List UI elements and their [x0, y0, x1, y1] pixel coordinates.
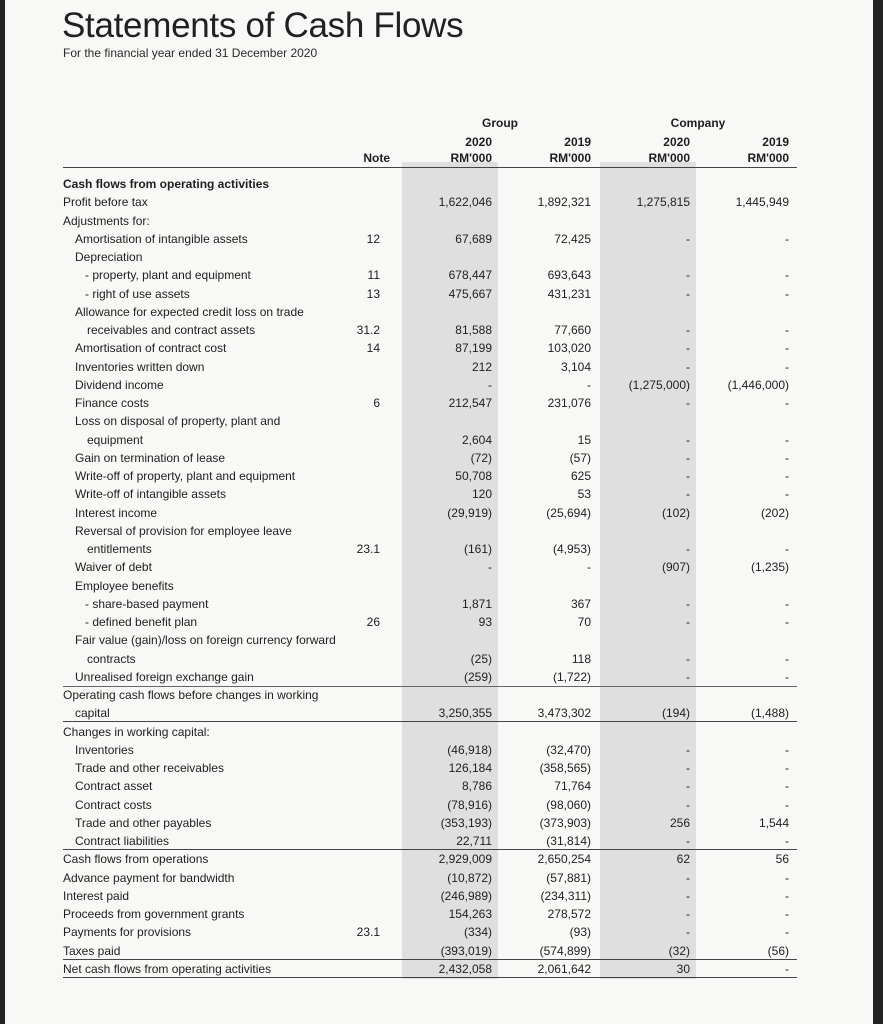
group-2020-value: (72) — [470, 450, 492, 465]
row-label: Employee benefits — [75, 578, 174, 593]
group-2020-value: - — [488, 377, 492, 392]
company-2019-value: - — [785, 651, 789, 666]
company-2019-value: (1,488) — [750, 706, 789, 721]
company-2019-value: - — [785, 961, 789, 976]
table-row — [5, 613, 873, 631]
group-2020-value: 67,689 — [455, 231, 492, 246]
row-label: Finance costs — [75, 396, 150, 410]
group-2020-value: 3,250,355 — [438, 706, 492, 721]
group-2020-value: 22,711 — [456, 834, 492, 848]
table-row — [5, 942, 873, 960]
company-2019-value: 1,544 — [758, 815, 789, 830]
row-label: Gain on termination of lease — [75, 450, 226, 465]
row-label: Cash flows from operating activities — [63, 177, 270, 191]
company-2019-value: - — [785, 761, 789, 775]
company-2019-value: - — [785, 779, 789, 794]
company-2020-value: - — [686, 797, 690, 812]
company-2020-value: (194) — [661, 706, 690, 721]
company-2019-value: (1,446,000) — [727, 377, 789, 392]
row-label: equipment — [87, 432, 144, 447]
company-2020-value: - — [686, 469, 690, 483]
group-2020-unit: RM'000 — [450, 151, 492, 165]
row-label: Payments for provisions — [63, 925, 192, 940]
row-label: Operating cash flows before changes in working — [63, 688, 319, 702]
table-row — [5, 577, 873, 595]
company-2019-value: - — [785, 323, 789, 337]
company-2020-value: - — [686, 542, 690, 556]
table-row — [5, 485, 873, 503]
table-row — [5, 796, 873, 814]
company-2020-value: 62 — [676, 852, 690, 867]
group-2019-value: (358,565) — [539, 761, 591, 775]
group-2019-value: 3,473,302 — [537, 706, 591, 721]
table-row — [5, 923, 873, 941]
company-2020-value: - — [686, 487, 690, 502]
company-2019-value: - — [785, 907, 789, 921]
group-2019-value: 118 — [571, 651, 591, 666]
table-row — [5, 960, 873, 978]
group-2020-value: (25) — [470, 651, 492, 666]
company-2020-value: (32) — [668, 943, 690, 958]
group-2019-value: 15 — [577, 432, 591, 447]
group-2020-value: 1,871 — [461, 596, 492, 611]
group-2019-value: (57,881) — [546, 870, 591, 885]
company-2020-value: - — [686, 396, 690, 410]
group-2020-value: 2,432,058 — [438, 961, 492, 976]
table-row — [5, 741, 873, 759]
group-2019-value: (1,722) — [552, 669, 591, 684]
row-label: - defined benefit plan — [85, 615, 198, 629]
row-label: Profit before tax — [63, 195, 148, 210]
company-header: Company — [670, 116, 726, 130]
group-2020-value: (161) — [463, 542, 492, 556]
company-2020-value: (907) — [661, 560, 690, 575]
row-note: 11 — [367, 268, 380, 283]
company-2019-value: - — [785, 542, 789, 556]
company-2019-value: - — [785, 341, 789, 356]
group-2020-value: (393,019) — [440, 943, 492, 958]
group-2019-value: 77,660 — [554, 323, 591, 337]
company-2019-value: 56 — [775, 852, 789, 867]
row-label: Contract liabilities — [75, 834, 170, 848]
row-label: Inventories written down — [75, 359, 205, 374]
company-2019-year: 2019 — [762, 135, 789, 149]
company-2020-value: 30 — [676, 961, 690, 976]
company-2019-value: - — [785, 669, 789, 684]
group-2020-value: 1,622,046 — [438, 195, 492, 210]
table-row — [5, 540, 873, 558]
group-header: Group — [482, 116, 518, 130]
company-2020-value: - — [686, 742, 690, 757]
company-2020-value: 256 — [669, 815, 690, 830]
table-row — [5, 905, 873, 923]
table-row — [5, 266, 873, 284]
group-2019-unit: RM'000 — [549, 151, 591, 165]
table-row — [5, 175, 873, 193]
group-2019-value: 693,643 — [547, 268, 591, 283]
table-row — [5, 558, 873, 576]
company-2019-value: - — [785, 469, 789, 483]
company-2020-value: 1,275,815 — [636, 195, 690, 210]
group-2019-value: 53 — [577, 487, 591, 502]
company-2020-value: - — [686, 669, 690, 684]
company-2020-value: - — [686, 596, 690, 611]
company-2020-value: - — [686, 359, 690, 374]
company-2019-value: - — [785, 870, 789, 885]
group-2020-value: (246,989) — [440, 888, 492, 903]
page-subtitle: For the financial year ended 31 December 2020 — [63, 46, 318, 60]
row-label: contracts — [87, 651, 136, 666]
company-2020-value: - — [686, 834, 690, 848]
group-2020-value: 212,547 — [448, 396, 492, 410]
company-2019-value: - — [785, 231, 789, 246]
row-label: Fair value (gain)/loss on foreign currency forward — [75, 633, 336, 648]
company-2020-value: - — [686, 268, 690, 283]
row-label: Contract asset — [75, 779, 153, 794]
table-row — [5, 704, 873, 722]
group-2019-value: (32,470) — [546, 742, 591, 757]
table-row — [5, 668, 873, 686]
group-2020-value: (78,916) — [447, 797, 492, 812]
group-2020-value: 126,184 — [448, 761, 492, 775]
company-2020-value: - — [686, 615, 690, 629]
row-label: entitlements — [87, 542, 152, 556]
group-2020-value: (259) — [463, 669, 492, 684]
company-2019-value: - — [785, 925, 789, 940]
row-label: Depreciation — [75, 250, 143, 264]
table-row — [5, 869, 873, 887]
group-2019-value: 625 — [570, 469, 591, 483]
group-2019-value: 278,572 — [547, 907, 591, 921]
group-2020-value: (46,918) — [447, 742, 492, 757]
group-2020-value: 2,604 — [461, 432, 492, 447]
row-label: Trade and other receivables — [75, 761, 224, 775]
group-2019-value: (574,899) — [539, 943, 591, 958]
row-label: - share-based payment — [85, 596, 209, 611]
company-2019-unit: RM'000 — [747, 151, 789, 165]
table-row — [5, 230, 873, 248]
row-label: Write-off of intangible assets — [75, 487, 226, 502]
company-2020-value: - — [686, 450, 690, 465]
company-2020-year: 2020 — [663, 135, 690, 149]
table-row — [5, 321, 873, 339]
group-2020-value: 154,263 — [448, 907, 492, 921]
group-2019-value: (234,311) — [540, 888, 591, 903]
group-2019-value: - — [587, 377, 591, 392]
row-label: Amortisation of contract cost — [75, 341, 227, 356]
row-label: capital — [75, 706, 110, 721]
row-label: Amortisation of intangible assets — [75, 231, 248, 246]
row-label: Interest income — [75, 505, 158, 520]
group-2019-value: 3,104 — [560, 359, 591, 374]
row-note: 26 — [366, 615, 380, 629]
row-note: 31.2 — [356, 323, 380, 337]
company-2020-value: - — [686, 925, 690, 940]
row-label: Cash flows from operations — [63, 852, 209, 867]
group-2020-value: 2,929,009 — [438, 852, 492, 867]
group-2020-value: 212 — [471, 359, 492, 374]
company-2019-value: - — [785, 596, 789, 611]
table-row — [5, 431, 873, 449]
company-2020-value: - — [686, 761, 690, 775]
row-note: 23.1 — [356, 925, 380, 940]
table-row — [5, 631, 873, 649]
row-label: Changes in working capital: — [63, 724, 210, 739]
row-label: Interest paid — [63, 888, 130, 903]
row-label: Trade and other payables — [75, 815, 212, 830]
company-2020-value: - — [686, 341, 690, 356]
group-2019-value: 72,425 — [554, 231, 591, 246]
row-label: Reversal of provision for employee leave — [75, 523, 292, 538]
table-row — [5, 449, 873, 467]
table-row — [5, 723, 873, 741]
document-page — [5, 0, 873, 1024]
table-row — [5, 412, 873, 430]
group-2019-value: (25,694) — [546, 505, 591, 520]
company-2019-value: - — [785, 396, 789, 410]
row-note: 14 — [366, 341, 380, 356]
company-2019-value: - — [785, 742, 789, 757]
company-2020-value: - — [686, 870, 690, 885]
company-2019-value: (1,235) — [750, 560, 789, 575]
group-2019-value: 70 — [577, 615, 591, 629]
table-row — [5, 376, 873, 394]
group-2020-value: 120 — [471, 487, 492, 502]
table-row — [5, 759, 873, 777]
company-2019-value: (202) — [760, 505, 789, 520]
table-row — [5, 814, 873, 832]
group-2020-value: 475,667 — [448, 286, 492, 301]
company-2019-value: - — [785, 432, 789, 447]
company-2019-value: - — [785, 834, 789, 848]
table-row — [5, 212, 873, 230]
row-note: 13 — [366, 286, 380, 301]
table-row — [5, 832, 873, 850]
group-2019-value: 1,892,321 — [537, 195, 591, 210]
row-label: Dividend income — [75, 377, 164, 392]
company-2019-value: - — [785, 487, 789, 502]
row-label: Taxes paid — [63, 943, 121, 958]
table-row — [5, 777, 873, 795]
group-2019-value: (4,953) — [552, 542, 591, 556]
table-row — [5, 686, 873, 704]
group-2019-value: (93) — [569, 925, 591, 940]
row-label: Contract costs — [75, 797, 152, 812]
row-label: Adjustments for: — [63, 213, 150, 228]
group-2020-value: 8,786 — [461, 779, 492, 794]
table-row — [5, 193, 873, 211]
group-2020-value: (334) — [463, 925, 492, 940]
group-2019-value: 71,764 — [554, 779, 591, 794]
row-label: Net cash flows from operating activities — [63, 961, 272, 976]
row-label: Inventories — [75, 742, 134, 757]
row-label: Waiver of debt — [75, 560, 152, 575]
group-2019-year: 2019 — [564, 135, 591, 149]
row-note: 6 — [373, 396, 380, 410]
company-2020-value: - — [686, 907, 690, 921]
table-row — [5, 467, 873, 485]
row-label: - right of use assets — [85, 286, 190, 301]
table-row — [5, 595, 873, 613]
company-2019-value: (56) — [767, 943, 789, 958]
company-2019-value: - — [785, 797, 789, 812]
company-2020-value: - — [686, 779, 690, 794]
company-2019-value: - — [785, 286, 789, 301]
table-row — [5, 394, 873, 412]
company-2020-value: - — [686, 888, 690, 903]
table-row — [5, 339, 873, 357]
row-note: 12 — [366, 231, 380, 246]
row-label: receivables and contract assets — [87, 323, 256, 337]
company-2019-value: - — [785, 450, 789, 465]
row-label: Write-off of property, plant and equipment — [75, 469, 296, 483]
group-2020-value: (29,919) — [447, 505, 492, 520]
company-2019-value: - — [785, 888, 789, 903]
table-row — [5, 650, 873, 668]
company-2020-unit: RM'000 — [648, 151, 690, 165]
group-2019-value: 367 — [570, 596, 591, 611]
group-2020-value: 81,588 — [455, 323, 492, 337]
company-2020-value: - — [686, 286, 690, 301]
company-2020-value: - — [686, 432, 690, 447]
table-row — [5, 248, 873, 266]
group-2020-value: 678,447 — [448, 268, 492, 283]
group-2019-value: - — [587, 560, 591, 575]
table-row — [5, 850, 873, 868]
group-2020-value: 87,199 — [455, 341, 492, 356]
company-2019-value: - — [785, 359, 789, 374]
group-2020-value: (353,193) — [440, 815, 492, 830]
table-row — [5, 358, 873, 376]
company-2020-value: (102) — [661, 505, 690, 520]
row-label: Unrealised foreign exchange gain — [75, 669, 254, 684]
group-2019-value: (31,814) — [546, 834, 591, 848]
company-2020-value: - — [686, 323, 690, 337]
row-label: Advance payment for bandwidth — [63, 870, 235, 885]
group-2019-value: 431,231 — [547, 286, 591, 301]
group-2019-value: 231,076 — [547, 396, 591, 410]
group-2019-value: 103,020 — [547, 341, 591, 356]
group-2020-value: 93 — [478, 615, 492, 629]
row-label: Allowance for expected credit loss on trade — [75, 304, 304, 319]
company-2019-value: - — [785, 268, 789, 283]
group-2020-value: 50,708 — [455, 469, 492, 483]
row-note: 23.1 — [356, 542, 380, 556]
group-2019-value: (373,903) — [539, 815, 591, 830]
row-label: Loss on disposal of property, plant and — [75, 414, 281, 429]
group-2020-value: - — [488, 560, 492, 575]
company-2020-value: - — [686, 651, 690, 666]
row-label: Proceeds from government grants — [63, 907, 245, 921]
header-rule — [63, 167, 797, 168]
company-2019-value: 1,445,949 — [735, 195, 789, 210]
company-2020-value: (1,275,000) — [628, 377, 690, 392]
company-2019-value: - — [785, 615, 789, 629]
table-row — [5, 285, 873, 303]
group-2019-value: (98,060) — [546, 797, 591, 812]
table-row — [5, 504, 873, 522]
table-row — [5, 522, 873, 540]
group-2019-value: (57) — [569, 450, 591, 465]
group-2020-year: 2020 — [465, 135, 492, 149]
table-row — [5, 887, 873, 905]
group-2019-value: 2,650,254 — [537, 852, 591, 867]
page-title: Statements of Cash Flows — [62, 6, 464, 45]
note-header: Note — [363, 151, 390, 165]
company-2020-value: - — [686, 231, 690, 246]
table-row — [5, 303, 873, 321]
row-label: - property, plant and equipment — [85, 268, 251, 283]
group-2020-value: (10,872) — [447, 870, 492, 885]
group-2019-value: 2,061,642 — [537, 961, 591, 976]
